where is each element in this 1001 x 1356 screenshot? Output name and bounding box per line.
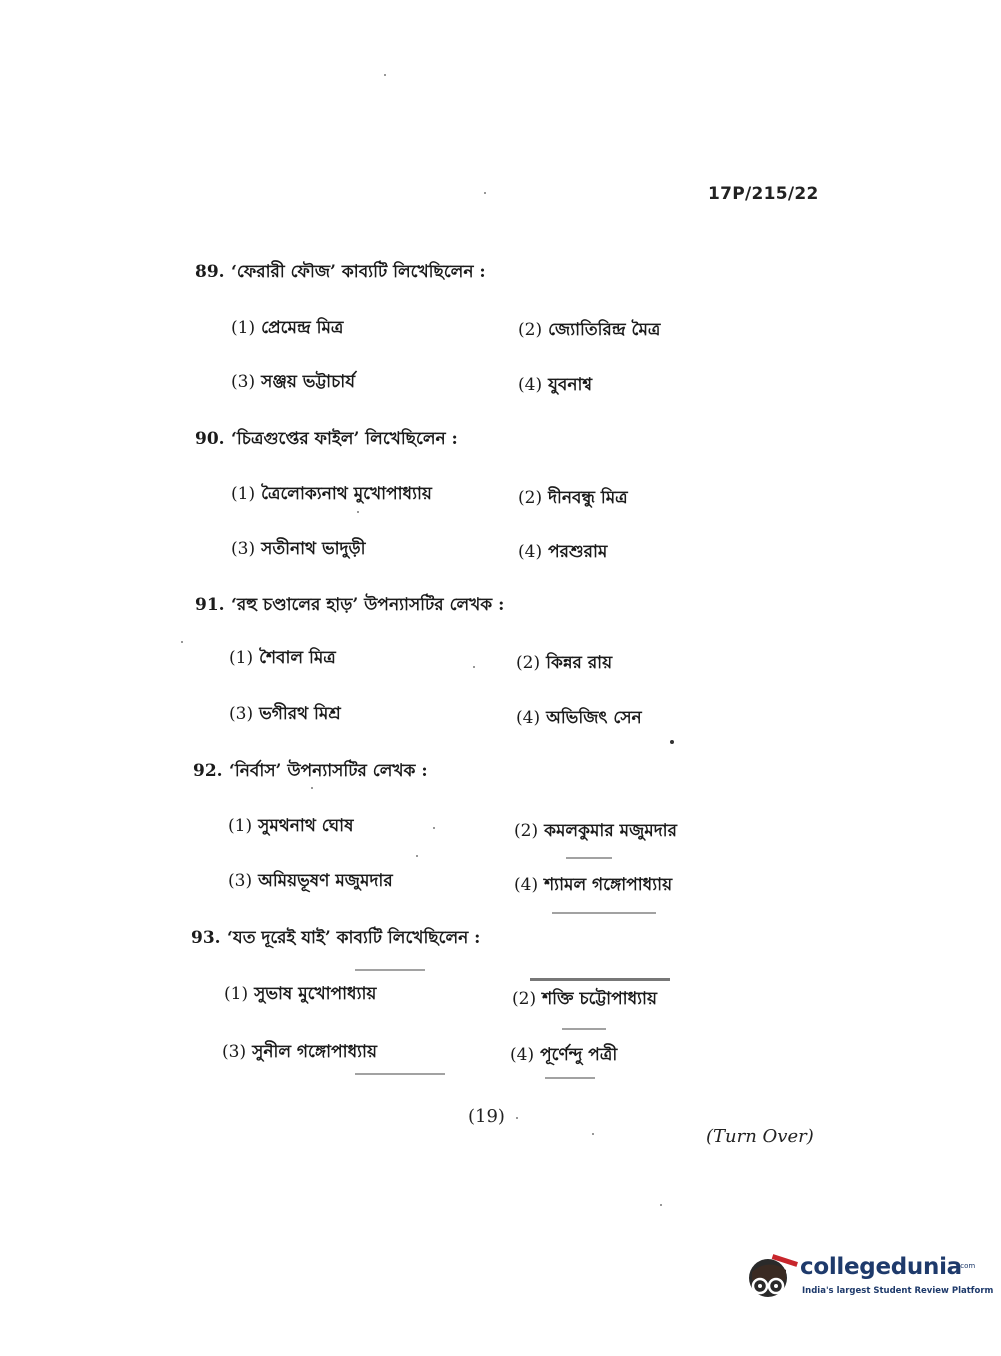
option-number: (3)	[228, 871, 253, 891]
option-text: কিন্নর রায়	[546, 653, 613, 673]
option-number: (1)	[229, 648, 254, 668]
logo-tagline: India's largest Student Review Platform	[802, 1286, 994, 1296]
question-text	[195, 259, 486, 287]
option-2	[518, 485, 628, 513]
option-1	[228, 813, 353, 841]
option-text: সতীনাথ ভাদুড়ী	[261, 539, 366, 559]
scan-smudge	[545, 1077, 595, 1079]
option-1	[224, 981, 376, 1009]
scan-speck	[516, 1117, 518, 1119]
option-text: সুমথনাথ ঘোষ	[258, 816, 354, 836]
option-text: সুনীল গঙ্গোপাধ্যায়	[252, 1042, 377, 1062]
scan-speck	[181, 641, 183, 643]
question-text	[195, 426, 458, 454]
scan-speck	[357, 511, 359, 513]
option-number: (4)	[514, 875, 539, 895]
option-2	[514, 818, 677, 846]
option-3	[231, 369, 355, 397]
scan-smudge	[552, 912, 656, 914]
option-1	[231, 315, 343, 343]
option-text: ত্রৈলোক্যনাথ মুখোপাধ্যায়	[261, 484, 432, 504]
option-4	[518, 539, 607, 567]
question-stem: ‘রহু চণ্ডালের হাড়’ উপন্যাসটির লেখক :	[231, 595, 505, 615]
option-text: অভিজিৎ সেন	[546, 708, 642, 728]
collegedunia-logo	[742, 1250, 994, 1310]
scan-smudge	[355, 969, 425, 971]
option-1	[231, 481, 432, 509]
student-mascot-icon	[742, 1250, 800, 1310]
scan-speck	[416, 855, 418, 857]
option-text: শ্যামল গঙ্গোপাধ্যায়	[544, 875, 673, 895]
question-text	[191, 925, 480, 953]
option-text: দীনবন্ধু মিত্র	[548, 488, 628, 508]
scan-speck	[484, 192, 486, 194]
question-stem: ‘চিত্রগুপ্তের ফাইল’ লিখেছিলেন :	[231, 429, 458, 449]
option-1	[229, 645, 336, 673]
question-text	[195, 592, 504, 620]
logo-wordmark: collegedunia	[800, 1254, 962, 1280]
option-text: প্রেমেন্দ্র মিত্র	[261, 318, 344, 338]
option-text: সুভাষ মুখোপাধ্যায়	[254, 984, 377, 1004]
option-number: (2)	[514, 821, 539, 841]
turn-over-note: (Turn Over)	[706, 1126, 814, 1147]
scan-speck	[433, 827, 435, 829]
scan-smudge	[355, 1073, 445, 1075]
question-text	[193, 758, 428, 786]
option-text: পরশুরাম	[548, 542, 608, 562]
option-text: শক্তি চট্টোপাধ্যায়	[542, 989, 657, 1009]
option-4	[518, 372, 592, 400]
option-number: (1)	[228, 816, 253, 836]
question-number: 91.	[195, 595, 225, 615]
option-text: সঞ্জয় ভট্টাচার্য	[261, 372, 355, 392]
option-text: অমিয়ভূষণ মজুমদার	[258, 871, 393, 891]
scan-speck	[592, 1133, 594, 1135]
option-number: (1)	[231, 318, 256, 338]
option-3	[228, 868, 393, 896]
option-4	[510, 1042, 617, 1070]
logo-tld: .com	[958, 1262, 976, 1270]
question-number: 89.	[195, 262, 225, 282]
scan-speck	[311, 787, 313, 789]
scan-smudge	[562, 1028, 606, 1030]
option-number: (3)	[231, 539, 256, 559]
option-2	[516, 650, 612, 678]
option-number: (3)	[231, 372, 256, 392]
option-number: (4)	[518, 542, 543, 562]
option-4	[514, 872, 672, 900]
option-text: পূর্ণেন্দু পত্রী	[540, 1045, 618, 1065]
option-text: জ্যোতিরিন্দ্র মৈত্র	[548, 320, 661, 340]
scan-smudge	[566, 857, 612, 859]
option-text: যুবনাশ্ব	[548, 375, 593, 395]
question-number: 93.	[191, 928, 221, 948]
scan-speck	[670, 740, 674, 744]
option-text: ভগীরথ মিশ্র	[259, 704, 341, 724]
option-3	[231, 536, 365, 564]
option-number: (2)	[516, 653, 541, 673]
question-stem: ‘ফেরারী ফৌজ’ কাব্যটি লিখেছিলেন :	[231, 262, 486, 282]
option-2	[512, 986, 657, 1014]
option-number: (4)	[510, 1045, 535, 1065]
question-number: 90.	[195, 429, 225, 449]
option-number: (1)	[231, 484, 256, 504]
option-4	[516, 705, 642, 733]
question-number: 92.	[193, 761, 223, 781]
option-number: (2)	[512, 989, 537, 1009]
option-number: (2)	[518, 320, 543, 340]
scan-speck	[660, 1204, 662, 1206]
option-text: কমলকুমার মজুমদার	[544, 821, 677, 841]
option-number: (4)	[516, 708, 541, 728]
option-number: (3)	[229, 704, 254, 724]
option-3	[229, 701, 341, 729]
option-number: (3)	[222, 1042, 247, 1062]
page-number: (19)	[468, 1106, 505, 1127]
scan-speck	[473, 666, 475, 668]
option-number: (2)	[518, 488, 543, 508]
option-number: (4)	[518, 375, 543, 395]
option-2	[518, 317, 660, 345]
question-stem: ‘যত দূরেই যাই’ কাব্যটি লিখেছিলেন :	[227, 928, 481, 948]
scan-speck	[384, 74, 386, 76]
scan-smudge	[530, 978, 670, 981]
option-number: (1)	[224, 984, 249, 1004]
question-stem: ‘নির্বাস’ উপন্যাসটির লেখক :	[229, 761, 428, 781]
option-3	[222, 1039, 377, 1067]
paper-code: 17P/215/22	[708, 184, 819, 204]
option-text: শৈবাল মিত্র	[259, 648, 336, 668]
